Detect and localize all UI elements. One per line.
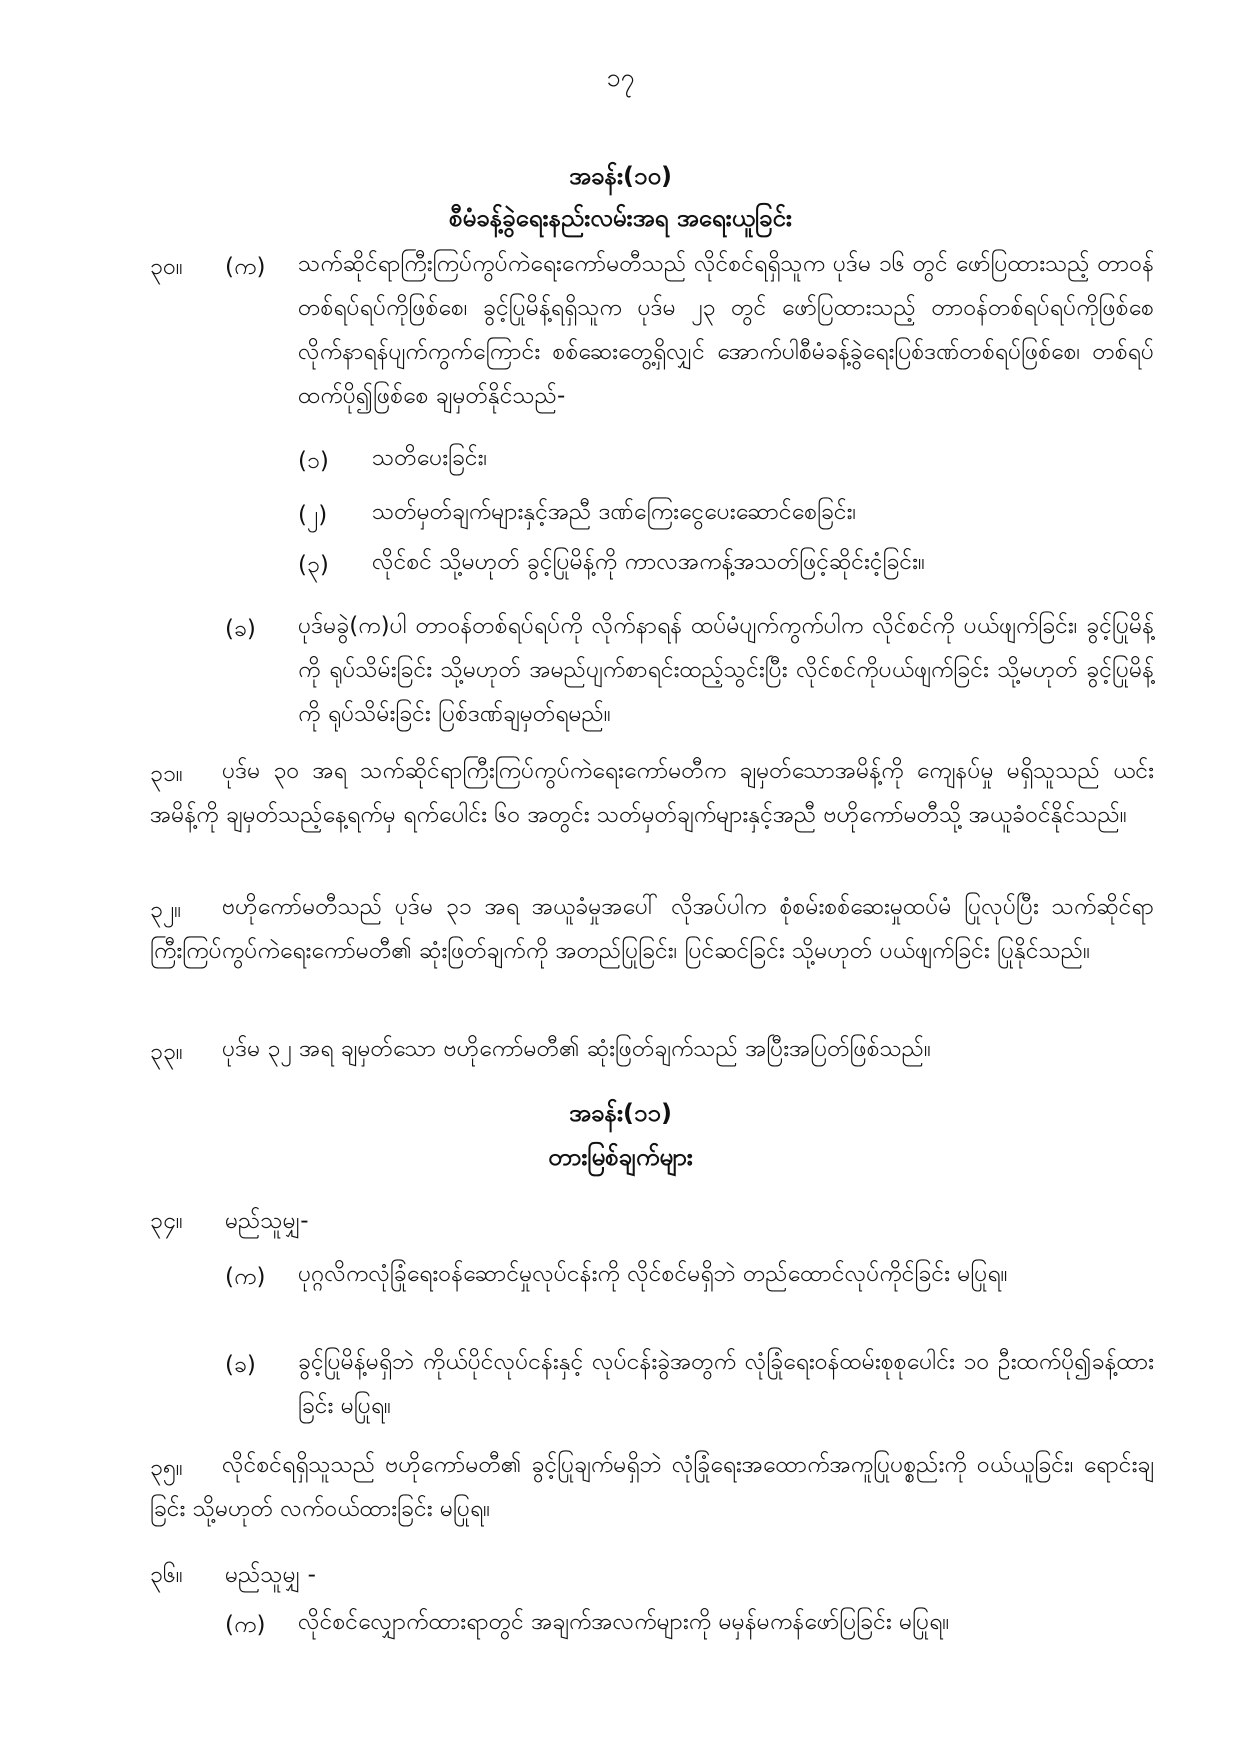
section-36-number: ၃၆။ xyxy=(150,1562,183,1588)
section-30-sub-1-text: သတိပေးခြင်း၊ xyxy=(372,445,488,471)
section-30-item-a-text: သက်ဆိုင်ရာကြီးကြပ်ကွပ်ကဲရေးကော်မတီသည် လိုင်စင်ရရှိသူက ပုဒ်မ ၁၆ တွင် ဖော်ပြထားသည့် တာဝန်တစ်ရပ်ရပ်ကိုဖြစ်စေ၊ ခွင့်ပြုမိန့်ရရှိသူက ပုဒ်မ ၂၃ တွင် ဖော်ပြထားသည့် တာဝန်တစ်ရပ်ရပ်ကိုဖြစ်စေ လိုက်နာရန်ပျက်ကွက်ကြောင်း စစ်ဆေးတွေ့ရှိလျှင် အောက်ပါစီမံခန့်ခွဲရေးပြစ်ဒဏ်တစ်ရပ်ဖြစ်စေ၊ တစ်ရပ်ထက်ပို၍ဖြစ်စေ ချမှတ်နိုင်သည်- xyxy=(298,251,1154,409)
section-36-item-a-text: လိုင်စင်လျှောက်ထားရာတွင် အချက်အလက်များကို မမှန်မကန်ဖော်ပြခြင်း မပြုရ။ xyxy=(298,1609,950,1635)
section-30-item-b-text: ပုဒ်မခွဲ(က)ပါ တာဝန်တစ်ရပ်ရပ်ကို လိုက်နာရန် ထပ်မံပျက်ကွက်ပါက လိုင်စင်ကို ပယ်ဖျက်ခြင်း၊ ခွင့်ပြုမိန့်ကို ရုပ်သိမ်းခြင်း သို့မဟုတ် အမည်ပျက်စာရင်းထည့်သွင်းပြီး လိုင်စင်ကိုပယ်ဖျက်ခြင်း သို့မဟုတ် ခွင့်ပြုမိန့်ကို ရုပ်သိမ်းခြင်း ပြစ်ဒဏ်ချမှတ်ရမည်။ xyxy=(298,613,1154,727)
section-35-number: ၃၅။ xyxy=(150,1455,183,1481)
chapter-11-title: တားမြစ်ချက်များ xyxy=(548,1143,693,1171)
section-31-number: ၃၁။ xyxy=(150,761,183,787)
section-36-item-a-marker: (က) xyxy=(225,1612,266,1638)
section-30-sub-2-text: သတ်မှတ်ချက်များနှင့်အညီ ဒဏ်ကြေးငွေပေးဆောင်စေခြင်း၊ xyxy=(372,499,857,525)
section-31-text: ပုဒ်မ ၃၀ အရ သက်ဆိုင်ရာကြီးကြပ်ကွပ်ကဲရေးကော်မတီက ချမှတ်သောအမိန့်ကို ကျေနပ်မှု မရှိသူသည် ယင်းအမိန့်ကို ချမှတ်သည့်နေ့ရက်မှ ရက်ပေါင်း ၆၀ အတွင်း သတ်မှတ်ချက်များနှင့်အညီ ဗဟိုကော်မတီသို့ အယူခံဝင်နိုင်သည်။ xyxy=(150,758,1154,828)
section-30-sub-1-marker: (၁) xyxy=(298,448,329,474)
section-34-item-b-marker: (ခ) xyxy=(225,1352,256,1378)
section-34-item-a-text: ပုဂ္ဂလိကလုံခြုံရေးဝန်ဆောင်မှုလုပ်ငန်းကို လိုင်စင်မရှိဘဲ တည်ထောင်လုပ်ကိုင်ခြင်း မပြုရ။ xyxy=(298,1261,1008,1287)
chapter-10-title: စီမံခန့်ခွဲရေးနည်းလမ်းအရ အရေးယူခြင်း xyxy=(449,204,792,232)
section-36-intro: မည်သူမျှ - xyxy=(225,1562,316,1588)
section-34-number: ၃၄။ xyxy=(150,1208,183,1234)
section-30-sub-3-marker: (၃) xyxy=(298,552,329,578)
section-30-item-b-marker: (ခ) xyxy=(225,616,256,642)
section-32-text: ဗဟိုကော်မတီသည် ပုဒ်မ ၃၁ အရ အယူခံမှုအပေါ် လိုအပ်ပါက စုံစမ်းစစ်ဆေးမှုထပ်မံ ပြုလုပ်ပြီး သက်ဆိုင်ရာကြီးကြပ်ကွပ်ကဲရေးကော်မတီ၏ ဆုံးဖြတ်ချက်ကို အတည်ပြုခြင်း၊ ပြင်ဆင်ခြင်း သို့မဟုတ် ပယ်ဖျက်ခြင်း ပြုနိုင်သည်။ xyxy=(150,894,1154,964)
section-33-number: ၃၃။ xyxy=(150,1039,183,1065)
section-32-number: ၃၂။ xyxy=(150,897,182,923)
page-number: ၁၇ xyxy=(606,63,635,92)
section-34-intro: မည်သူမျှ- xyxy=(225,1208,309,1234)
section-33-text: ပုဒ်မ ၃၂ အရ ချမှတ်သော ဗဟိုကော်မတီ၏ ဆုံးဖြတ်ချက်သည် အပြီးအပြတ်ဖြစ်သည်။ xyxy=(222,1036,932,1062)
section-30-sub-3-text: လိုင်စင် သို့မဟုတ် ခွင့်ပြုမိန့်ကို ကာလအကန့်အသတ်ဖြင့်ဆိုင်းငံ့ခြင်း။ xyxy=(372,549,925,575)
section-34-item-a-marker: (က) xyxy=(225,1264,266,1290)
chapter-11-heading: အခန်း(၁၁) xyxy=(569,1099,672,1127)
section-30-number: ၃၀။ xyxy=(150,254,183,280)
section-30-sub-2-marker: (၂) xyxy=(298,502,328,528)
chapter-10-heading: အခန်း(၁၀) xyxy=(569,162,672,190)
section-30-item-a-marker: (က) xyxy=(225,254,266,280)
section-35-text: လိုင်စင်ရရှိသူသည် ဗဟိုကော်မတီ၏ ခွင့်ပြုချက်မရှိဘဲ လုံခြုံရေးအထောက်အကူပြုပစ္စည်းကို ဝယ်ယူခြင်း၊ ရောင်းချခြင်း သို့မဟုတ် လက်ဝယ်ထားခြင်း မပြုရ။ xyxy=(150,1452,1154,1522)
section-34-item-b-text: ခွင့်ပြုမိန့်မရှိဘဲ ကိုယ်ပိုင်လုပ်ငန်းနှင့် လုပ်ငန်းခွဲအတွက် လုံခြုံရေးဝန်ထမ်းစုစုပေါင်း ၁၀ ဦးထက်ပို၍ခန့်ထားခြင်း မပြုရ။ xyxy=(298,1349,1154,1419)
